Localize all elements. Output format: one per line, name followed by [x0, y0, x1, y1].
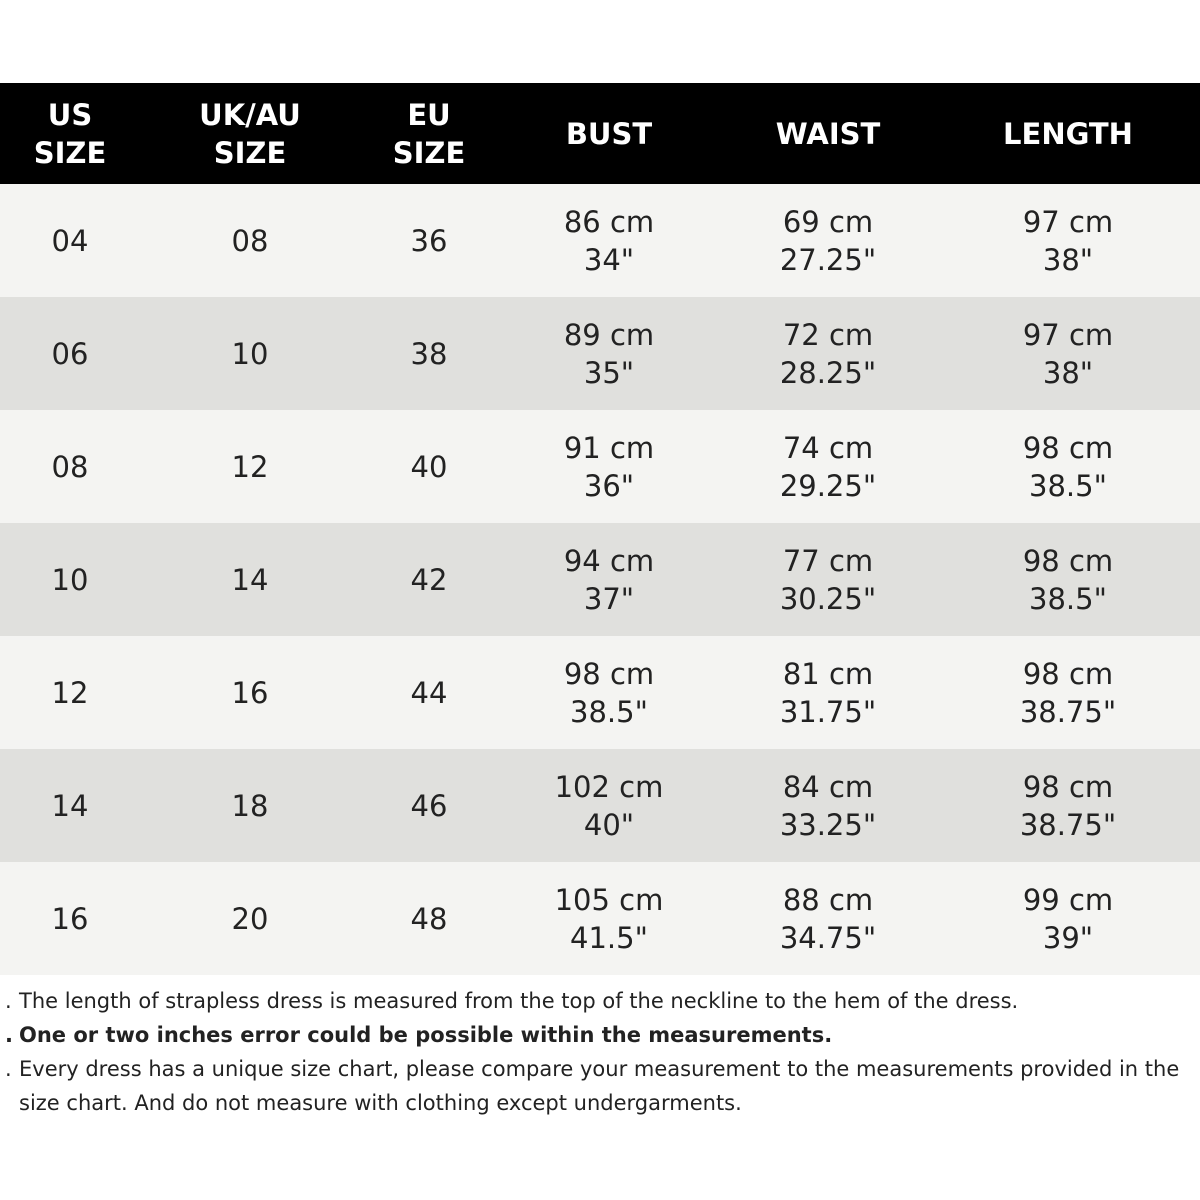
length-cell: 98 cm 38.75" — [1019, 769, 1117, 842]
note-text: One or two inches error could be possible within the measurements. — [19, 1023, 833, 1047]
header-eu-size: EU SIZE — [392, 97, 466, 170]
table-row — [0, 749, 1200, 862]
note-item — [5, 1018, 1185, 1052]
bust-cell: 86 cm 34" — [563, 204, 655, 277]
bust-cell: 98 cm 38.5" — [563, 656, 655, 729]
us-size-cell: 08 — [51, 449, 89, 484]
eu-size-cell: 36 — [410, 223, 448, 258]
header-us-size: US SIZE — [33, 97, 107, 170]
note-item — [5, 1052, 1185, 1120]
waist-cell: 81 cm 31.75" — [779, 656, 877, 729]
note-bullet: . — [5, 1057, 12, 1081]
header-uk-au-size: UK/AU SIZE — [199, 97, 301, 170]
eu-size-cell: 40 — [410, 449, 448, 484]
note-bullet: . — [5, 989, 12, 1013]
table-header-row — [0, 83, 1200, 184]
bust-cell: 94 cm 37" — [563, 543, 655, 616]
length-cell: 97 cm 38" — [1022, 317, 1114, 390]
size-chart-table — [0, 83, 1200, 975]
eu-size-cell: 42 — [410, 562, 448, 597]
uk-size-cell: 08 — [231, 223, 269, 258]
eu-size-cell: 46 — [410, 788, 448, 823]
us-size-cell: 04 — [51, 223, 89, 258]
us-size-cell: 06 — [51, 336, 89, 371]
header-bust: BUST — [565, 116, 653, 151]
waist-cell: 74 cm 29.25" — [779, 430, 877, 503]
note-item — [5, 984, 1185, 1018]
bust-cell: 105 cm 41.5" — [554, 882, 664, 955]
uk-size-cell: 16 — [231, 675, 269, 710]
uk-size-cell: 14 — [231, 562, 269, 597]
uk-size-cell: 10 — [231, 336, 269, 371]
waist-cell: 88 cm 34.75" — [779, 882, 877, 955]
waist-cell: 84 cm 33.25" — [779, 769, 877, 842]
length-cell: 99 cm 39" — [1022, 882, 1114, 955]
bust-cell: 91 cm 36" — [563, 430, 655, 503]
eu-size-cell: 48 — [410, 901, 448, 936]
waist-cell: 72 cm 28.25" — [779, 317, 877, 390]
length-cell: 97 cm 38" — [1022, 204, 1114, 277]
header-length: LENGTH — [1003, 116, 1133, 151]
table-row — [0, 297, 1200, 410]
eu-size-cell: 44 — [410, 675, 448, 710]
table-row — [0, 636, 1200, 749]
uk-size-cell: 20 — [231, 901, 269, 936]
bust-cell: 102 cm 40" — [554, 769, 664, 842]
waist-cell: 69 cm 27.25" — [779, 204, 877, 277]
us-size-cell: 10 — [51, 562, 89, 597]
header-waist: WAIST — [775, 116, 881, 151]
uk-size-cell: 18 — [231, 788, 269, 823]
us-size-cell: 12 — [51, 675, 89, 710]
size-notes — [5, 984, 1185, 1120]
us-size-cell: 14 — [51, 788, 89, 823]
us-size-cell: 16 — [51, 901, 89, 936]
length-cell: 98 cm 38.75" — [1019, 656, 1117, 729]
bust-cell: 89 cm 35" — [563, 317, 655, 390]
uk-size-cell: 12 — [231, 449, 269, 484]
note-text: Every dress has a unique size chart, please compare your measurement to the measurements provided in the size chart. And do not measure with clothing except undergarments. — [19, 1057, 1180, 1115]
note-text: The length of strapless dress is measured from the top of the neckline to the hem of the dress. — [19, 989, 1019, 1013]
table-row — [0, 862, 1200, 975]
length-cell: 98 cm 38.5" — [1022, 543, 1114, 616]
table-row — [0, 184, 1200, 297]
length-cell: 98 cm 38.5" — [1022, 430, 1114, 503]
note-bullet: . — [5, 1023, 13, 1047]
eu-size-cell: 38 — [410, 336, 448, 371]
waist-cell: 77 cm 30.25" — [779, 543, 877, 616]
table-row — [0, 410, 1200, 523]
table-row — [0, 523, 1200, 636]
